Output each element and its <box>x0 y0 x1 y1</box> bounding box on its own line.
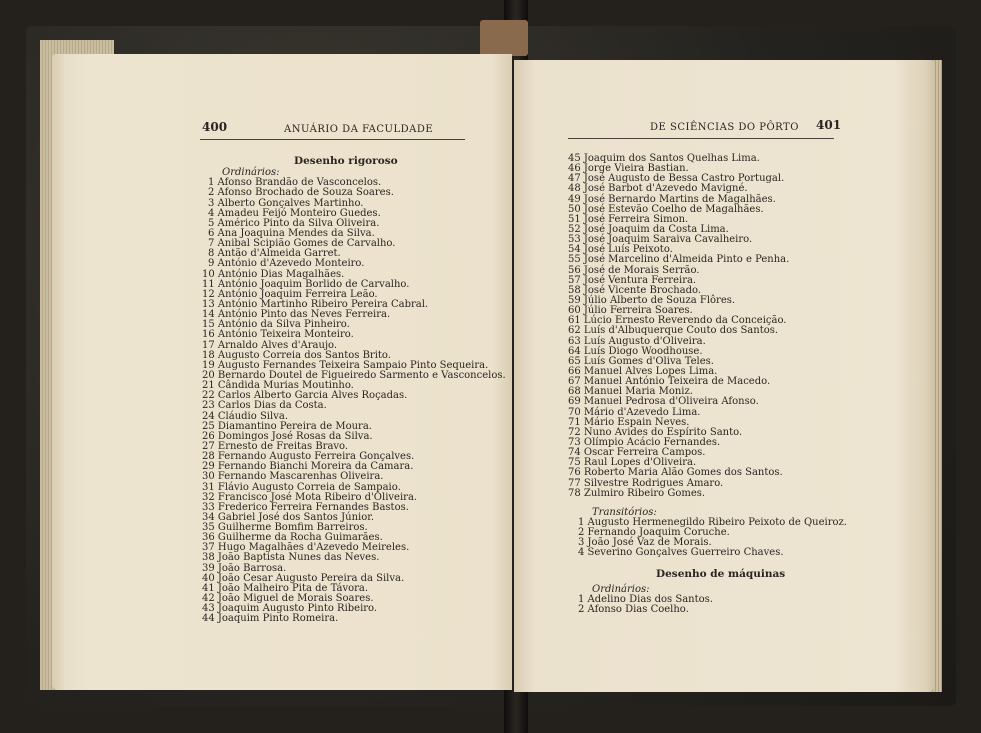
list-item: 1 Adelino Dias dos Santos. <box>578 593 713 605</box>
list-item: 1 Augusto Hermenegildo Ribeiro Peixoto de Queiroz. <box>578 516 847 528</box>
list-item: 46 Jorge Vieira Bastian. <box>568 163 689 175</box>
list-item: 8 Antão d'Almeida Garret. <box>208 248 341 260</box>
list-item: 63 Luís Augusto d'Oliveira. <box>568 335 706 347</box>
list-item: 4 Severino Gonçalves Guerreiro Chaves. <box>578 547 784 559</box>
list-item: 33 Frederico Ferreira Fernandes Bastos. <box>202 501 409 513</box>
list-item: 56 José de Morais Serrão. <box>568 264 700 276</box>
list-item: 41 João Malheiro Pita de Távora. <box>202 582 369 594</box>
list-item: 59 Júlio Alberto de Souza Flôres. <box>568 294 736 306</box>
left-running-head: ANUÁRIO DA FACULDADE <box>284 124 434 135</box>
list-item: 53 José Joaquim Saraiva Cavalheiro. <box>568 234 753 246</box>
list-item: 61 Lúcio Ernesto Reverendo da Conceição. <box>568 315 787 327</box>
list-item: 4 Amadeu Feijó Monteiro Guedes. <box>208 207 381 219</box>
list-item: 23 Carlos Dias da Costa. <box>202 400 327 412</box>
subsection-ordinarios-maquinas: Ordinários: <box>592 583 650 595</box>
list-item: 28 Fernando Augusto Ferreira Gonçalves. <box>202 451 415 463</box>
list-item: 54 José Luís Peixoto. <box>568 244 673 256</box>
subsection-ordinarios: Ordinários: <box>222 167 280 179</box>
list-item: 73 Olímpio Acácio Fernandes. <box>568 436 721 448</box>
right-page <box>514 60 934 692</box>
list-item: 52 José Joaquim da Costa Lima. <box>568 223 729 235</box>
right-entry-list <box>568 154 847 499</box>
subsection-transitorios: Transitórios: <box>592 506 657 518</box>
list-item: 38 João Baptista Nunes das Neves. <box>202 552 380 564</box>
right-page-number: 401 <box>816 118 842 132</box>
list-item: 2 Fernando Joaquim Coruche. <box>578 527 730 539</box>
list-item: 18 Augusto Correia dos Santos Brito. <box>202 349 391 361</box>
list-item: 66 Manuel Alves Lopes Lima. <box>568 365 718 377</box>
right-running-head: DE SCIÊNCIAS DO PÔRTO <box>650 122 799 133</box>
section-title-desenho-rigoroso: Desenho rigoroso <box>294 155 398 167</box>
list-item: 2 Afonso Dias Coelho. <box>578 603 689 615</box>
list-item: 70 Mário d'Azevedo Lima. <box>568 406 701 418</box>
list-item: 15 António da Silva Pinheiro. <box>202 319 350 331</box>
list-item: 51 José Ferreira Simon. <box>568 213 689 225</box>
list-item: 34 Gabriel José dos Santos Júnior. <box>202 511 375 523</box>
list-item: 13 António Martinho Ribeiro Pereira Cabral. <box>202 298 429 310</box>
list-item: 30 Fernando Mascarenhas Oliveira. <box>202 471 384 483</box>
list-item: 65 Luís Gomes d'Oliva Teles. <box>568 355 714 367</box>
right-column <box>568 154 847 615</box>
list-item: 43 Joaquim Augusto Pinto Ribeiro. <box>202 603 378 615</box>
list-item: 6 Ana Joaquina Mendes da Silva. <box>208 227 375 239</box>
left-entry-list <box>202 178 506 624</box>
right-header-rule <box>568 138 834 139</box>
list-item: 5 Américo Pinto da Silva Oliveira. <box>208 217 380 229</box>
list-item: 21 Cândida Murias Moutinho. <box>202 380 354 392</box>
list-item: 68 Manuel Maria Moniz. <box>568 386 693 398</box>
list-item: 71 Mário Espain Neves. <box>568 416 690 428</box>
list-item: 77 Silvestre Rodrigues Amaro. <box>568 477 724 489</box>
list-item: 19 Augusto Fernandes Teixeira Sampaio Pinto Sequeira. <box>202 359 489 371</box>
list-item: 42 João Miguel de Morais Soares. <box>202 593 374 605</box>
list-item: 50 José Estevão Coelho de Magalhães. <box>568 203 764 215</box>
list-item: 29 Fernando Bianchi Moreira da Camara. <box>202 461 414 473</box>
list-item: 37 Hugo Magalhães d'Azevedo Meireles. <box>202 542 410 554</box>
left-page <box>52 54 512 690</box>
list-item: 17 Arnaldo Alves d'Araujo. <box>202 339 338 351</box>
list-item: 58 José Vicente Brochado. <box>568 284 702 296</box>
left-header-rule <box>200 139 465 140</box>
list-item: 69 Manuel Pedrosa d'Oliveira Afonso. <box>568 396 759 408</box>
list-item: 22 Carlos Alberto Garcia Alves Roçadas. <box>202 390 408 402</box>
list-item: 25 Diamantino Pereira de Moura. <box>202 420 372 432</box>
spine-tape <box>480 20 528 56</box>
list-item: 45 Joaquim dos Santos Quelhas Lima. <box>568 153 760 164</box>
list-item: 67 Manuel António Teixeira de Macedo. <box>568 376 771 388</box>
list-item: 60 Júlio Ferreira Soares. <box>568 305 693 317</box>
list-item: 39 João Barrosa. <box>202 562 287 574</box>
list-item: 44 Joaquim Pinto Romeira. <box>202 613 339 625</box>
list-item: 3 João José Vaz de Morais. <box>578 537 712 549</box>
list-item: 10 António Dias Magalhães. <box>202 268 345 280</box>
list-item: 24 Cláudio Silva. <box>202 410 288 422</box>
list-item: 75 Raul Lopes d'Oliveira. <box>568 457 697 469</box>
list-item: 20 Bernardo Doutel de Figueiredo Sarmento e Vasconcelos. <box>202 369 506 381</box>
list-item: 2 Afonso Brochado de Souza Soares. <box>208 187 394 199</box>
list-item: 14 António Pinto das Neves Ferreira. <box>202 309 391 321</box>
list-item: 40 João Cesar Augusto Pereira da Silva. <box>202 572 405 584</box>
list-item: 55 José Marcelino d'Almeida Pinto e Penha. <box>568 254 790 266</box>
list-item: 47 José Augusto de Bessa Castro Portugal. <box>568 173 785 185</box>
list-item: 31 Flávio Augusto Correia de Sampaio. <box>202 481 401 493</box>
list-item: 1 Afonso Brandão de Vasconcelos. <box>208 177 382 189</box>
list-item: 12 António Joaquim Ferreira Leão. <box>202 288 378 300</box>
list-item: 57 José Ventura Ferreira. <box>568 274 697 286</box>
left-column <box>202 156 506 624</box>
list-item: 9 António d'Azevedo Monteiro. <box>208 258 365 270</box>
list-item: 35 Guilherme Bomfim Barreiros. <box>202 522 368 534</box>
list-item: 74 Oscar Ferreira Campos. <box>568 447 706 459</box>
list-item: 3 Alberto Gonçalves Martinho. <box>208 197 364 209</box>
list-item: 11 António Joaquim Borlido de Carvalho. <box>202 278 410 290</box>
maquinas-list <box>568 595 847 615</box>
list-item: 64 Luís Diogo Woodhouse. <box>568 345 703 357</box>
list-item: 36 Guilherme da Rocha Guimarães. <box>202 532 383 544</box>
list-item: 76 Roberto Maria Alão Gomes dos Santos. <box>568 467 783 479</box>
list-item: 7 Anibal Scipião Gomes de Carvalho. <box>208 238 396 250</box>
list-item: 49 José Bernardo Martins de Magalhães. <box>568 193 776 205</box>
list-item: 62 Luís d'Albuquerque Couto dos Santos. <box>568 325 779 337</box>
left-page-number: 400 <box>202 120 228 134</box>
section-title-desenho-de-maquinas: Desenho de máquinas <box>656 568 786 581</box>
transitorios-list <box>568 518 847 559</box>
list-item: 48 José Barbot d'Azevedo Mavigné. <box>568 183 748 195</box>
list-item: 16 António Teixeira Monteiro. <box>202 329 354 341</box>
list-item: 26 Domingos José Rosas da Silva. <box>202 430 373 442</box>
list-item: 72 Nuno Avides do Espírito Santo. <box>568 426 743 438</box>
list-item: 27 Ernesto de Freitas Bravo. <box>202 440 349 452</box>
list-item: 78 Zulmiro Ribeiro Gomes. <box>568 487 706 499</box>
list-item: 32 Francisco José Mota Ribeiro d'Oliveira. <box>202 491 418 503</box>
